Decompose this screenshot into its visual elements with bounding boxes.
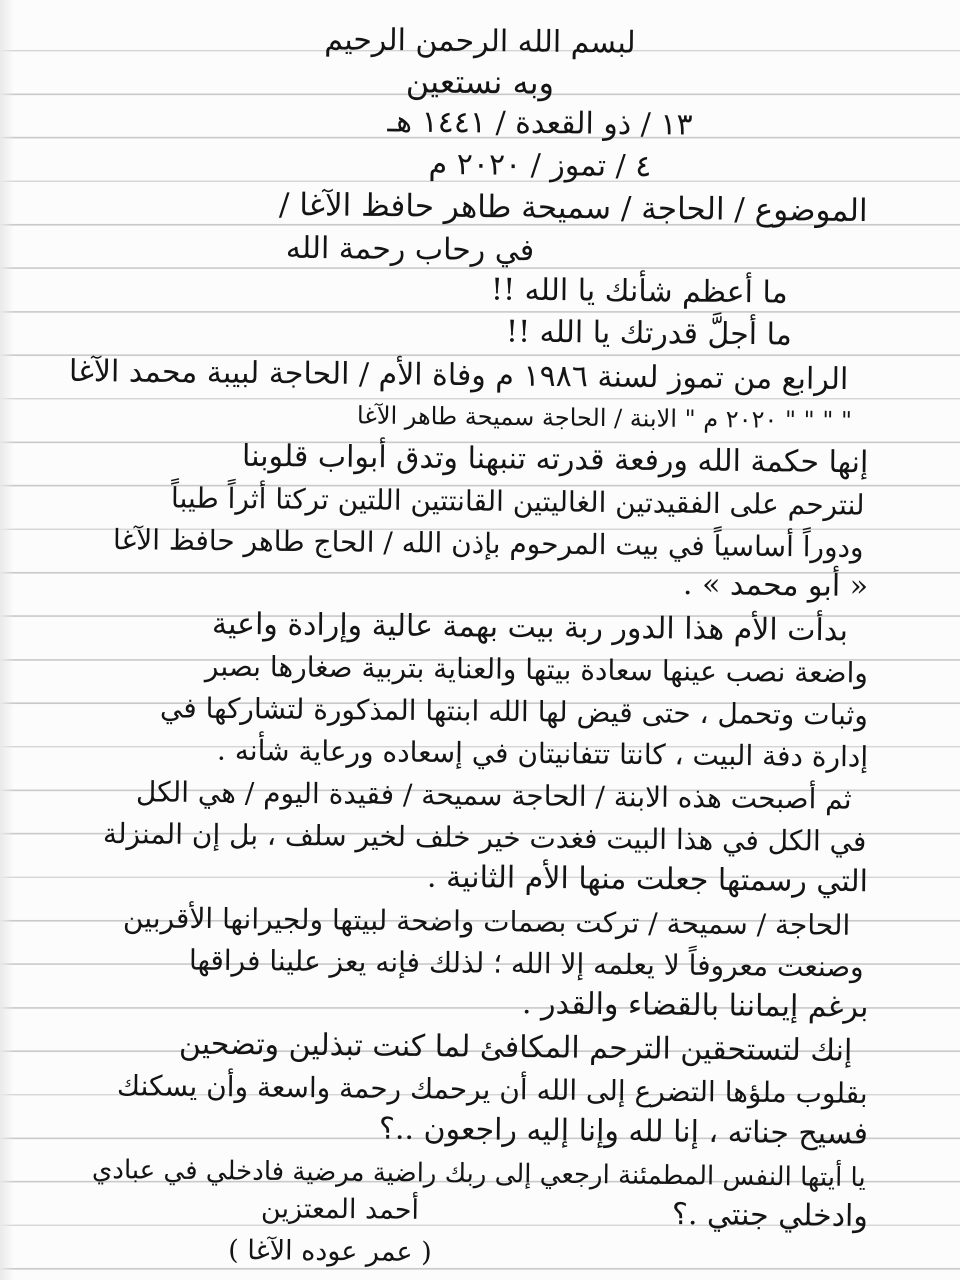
body-line: إدارة دفة البيت ، كانتا تتفانيتان في إسعاده ورعاية شأنه . — [216, 733, 869, 774]
body-line: وصنعت معروفاً لا يعلمه إلا الله ؛ لذلك فإنه يعز علينا فراقها — [189, 943, 865, 984]
body-line: ثم أصبحت هذه الابنة / الحاجة سميحة / فقيدة اليوم / هي الكل — [136, 775, 853, 816]
subject-line: الموضوع / الحاجة / سميحة طاهر حافظ الآغا / — [279, 186, 869, 230]
body-line: وثبات وتحمل ، حتى قيض لها الله ابنتها المذكورة لتشاركها في — [159, 691, 869, 732]
body-line: فسيح جناته ، إنا لله وإنا إليه راجعون ..؟ — [378, 1111, 869, 1152]
body-line: بقلوب ملؤها التضرع إلى الله أن يرحمك رحمة واسعة وأن يسكنك — [117, 1069, 869, 1110]
body-line: الرابع من تموز لسنة ١٩٨٦ م وفاة الأم / الحاجة لبيبة محمد الآغا — [68, 353, 849, 398]
body-line: ودوراً أساسياً في بيت المرحوم بإذن الله / الحاج طاهر حافظ الآغا — [113, 523, 865, 564]
body-line: وادخلي جنتي .؟ — [671, 1196, 869, 1235]
body-line: إنك لتستحقين الترحم المكافئ لما كنت تبذلين وتضحين — [178, 1026, 853, 1069]
istiana: وبه نستعين — [405, 62, 555, 102]
body-line: في الكل في هذا البيت فغدت خير خلف لخير سلف ، بل إن المنزلة — [102, 817, 867, 858]
body-line: " " " " ٢٠٢٠ م " الابنة / الحاجة سميحة طاهر الآغا — [356, 401, 853, 435]
body-line: لنترحم على الفقيدتين الغاليتين القانتتين اللتين تركتا أثراً طيباً — [171, 481, 866, 522]
body-line: برغم إيماننا بالقضاء والقدر . — [521, 986, 869, 1025]
body-line: « أبو محمد » . — [682, 567, 869, 604]
exclamation-2: ما أجلَّ قدرتك يا الله !! — [506, 314, 793, 353]
subject-sub: في رحاب رحمة الله — [285, 230, 535, 269]
body-line: إنها حكمة الله ورفعة قدرته تنبهنا وتدق أبواب قلوبنا — [241, 438, 869, 481]
basmala: لبسم الله الرحمن الرحيم — [324, 22, 636, 61]
signature-alias: ( عمر عوده الآغا ) — [228, 1234, 432, 1269]
signature-name: أحمد المعتزين — [260, 1193, 420, 1226]
page-margin-shadow — [0, 0, 14, 1280]
gregorian-date: ٤ / تموز / ٢٠٢٠ م — [428, 146, 652, 185]
body-line: الحاجة / سميحة / تركت بصمات واضحة لبيتها ولجيرانها الأقربين — [122, 901, 851, 942]
body-line: يا أيتها النفس المطمئنة ارجعي إلى ربك راضية مرضية فادخلي في عبادي — [92, 1154, 867, 1194]
exclamation-1: ما أعظم شأنك يا الله !! — [491, 272, 789, 311]
body-line: التي رسمتها جعلت منها الأم الثانية . — [426, 859, 869, 900]
body-line: بدأت الأم هذا الدور ربة بيت بهمة عالية وإرادة واعية — [211, 606, 849, 649]
hijri-date: ١٣ / ذو القعدة / ١٤٤١ هـ — [387, 104, 693, 143]
body-line: واضعة نصب عينها سعادة بيتها والعناية بتربية صغارها بصبر — [204, 649, 869, 690]
